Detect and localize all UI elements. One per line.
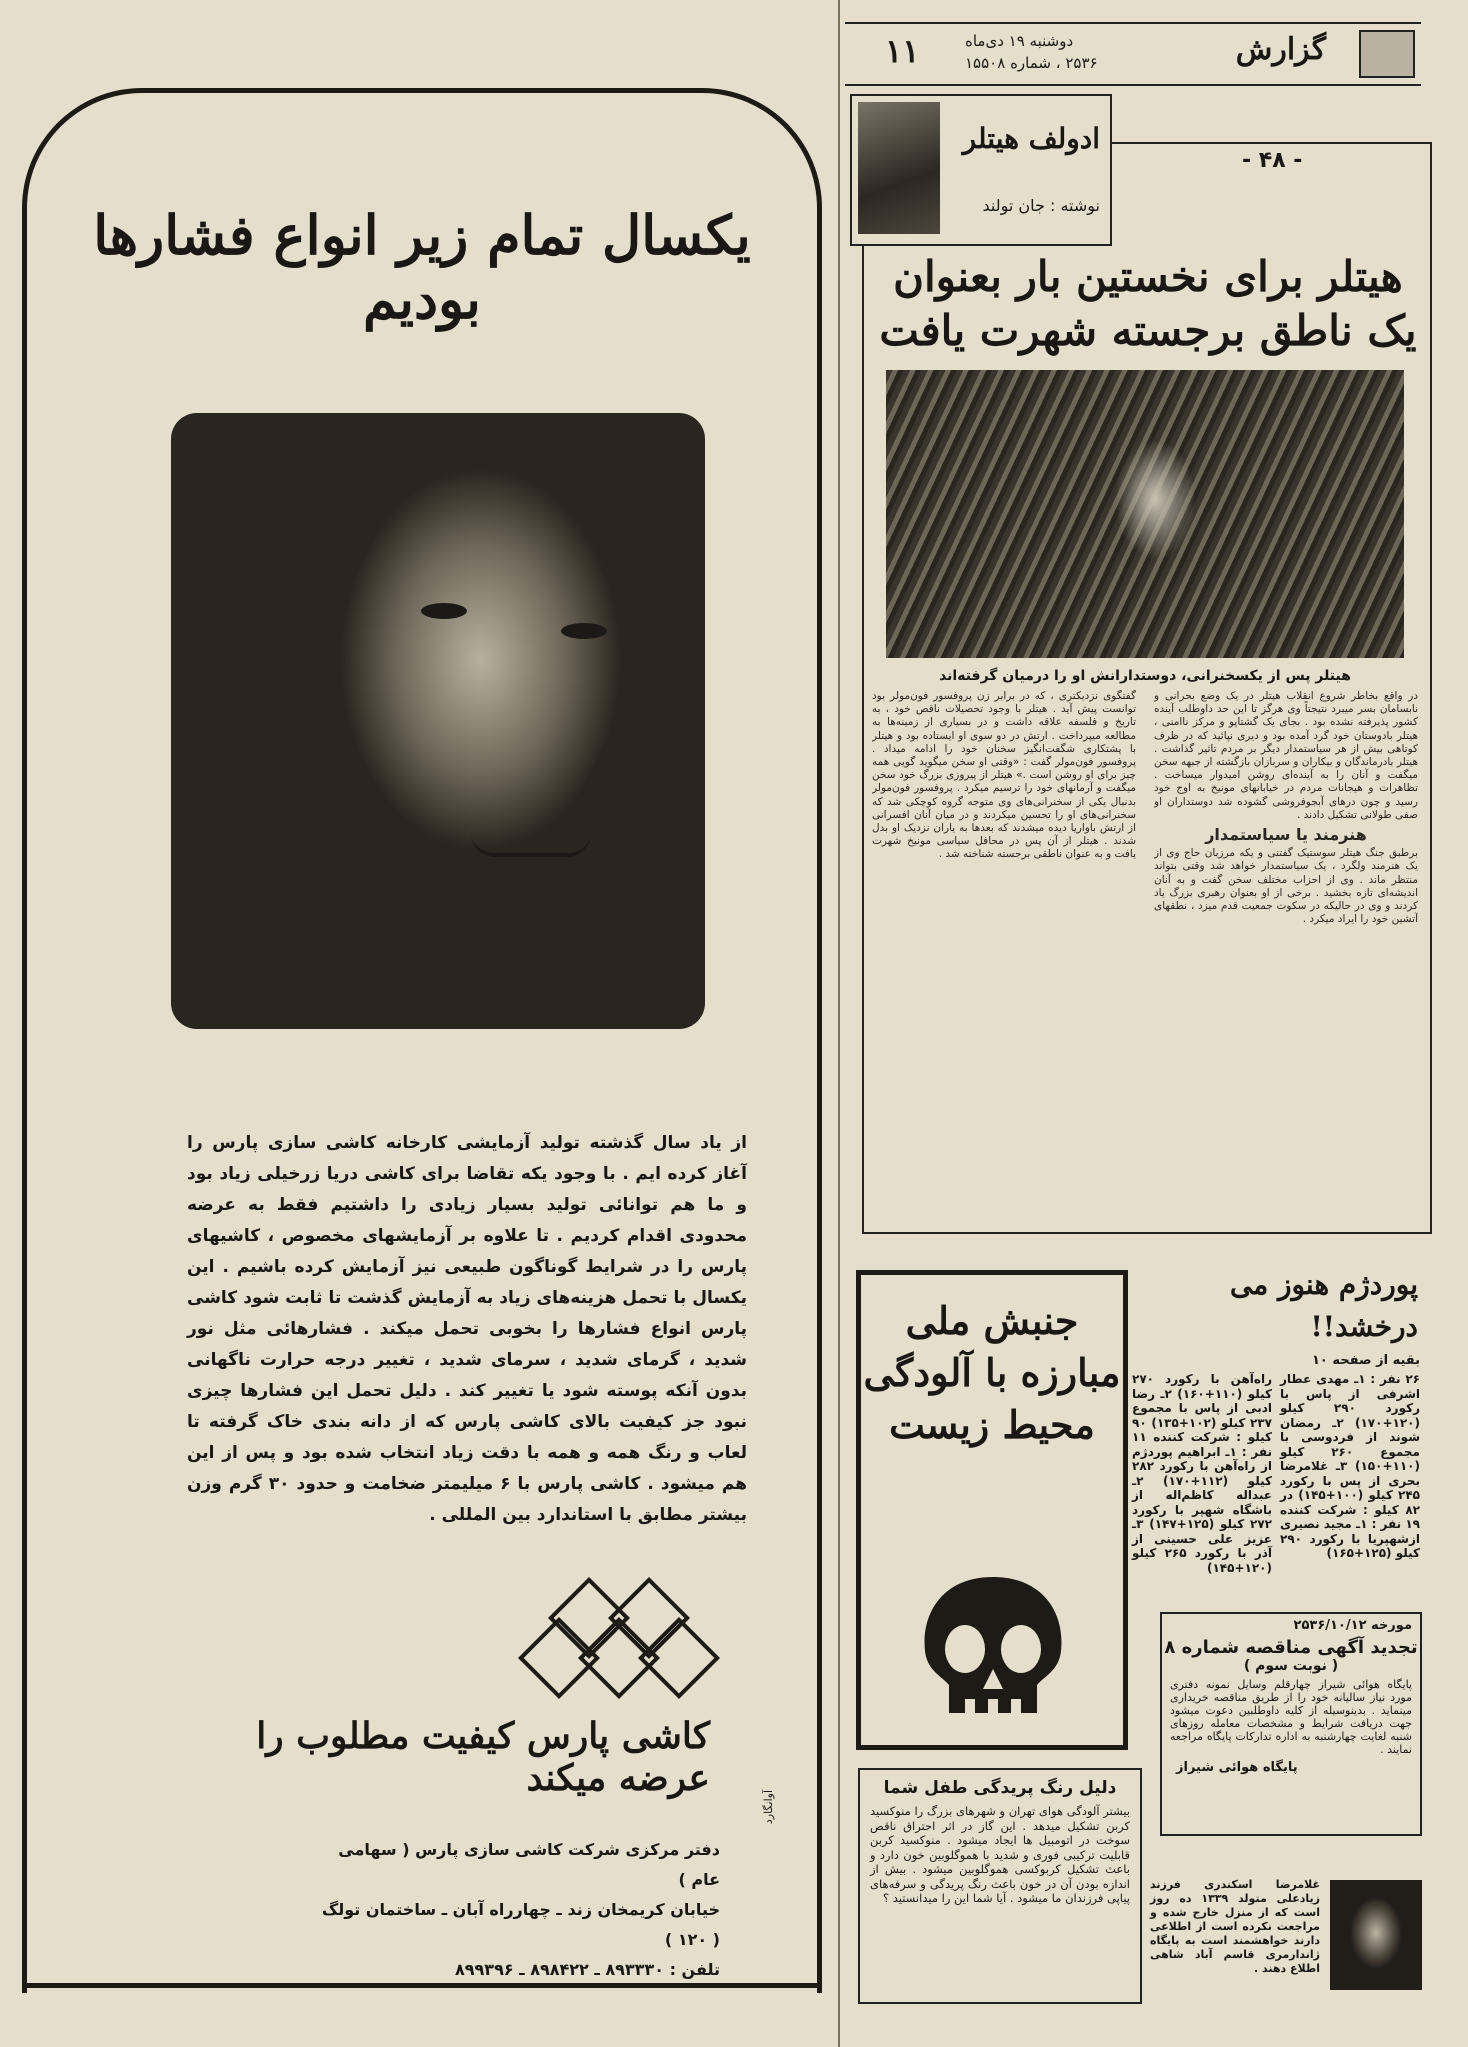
sports-column: راه‌آهن با رکورد ۲۷۰ کیلو (۱۱۰+۱۶۰) ۲ـ رضا ادبی از پاس با مجموع ۲۳۷ کیلو (۱۰۲+۱۳۵) ۹۰ کیلو : شرکت کننده ۱۱ نفر : ۱ـ ابراهیم پوردژم از راه‌آهن با رکورد ۲۸۲ کیلو (۱۱۲+۱۷۰) ۲ـ عبداله کاظم‌اله از باشگاه شهپر با رکورد ۲۷۲ کیلو (۱۲۵+۱۴۷) ۳ـ عزیز علی حسینی از آذر با رکورد ۲۶۵ کیلو (۱۲۰+۱۴۵) (1132, 1372, 1272, 1575)
pollution-campaign-box (856, 1270, 1128, 1750)
episode-number: - ۴۸ - (1242, 148, 1303, 173)
sports-column: ۲۶ نفر : ۱ـ مهدی عطار اشرفی از پاس با رکورد ۲۹۰ کیلو (۱۲۰+۱۷۰) ۲ـ رمضان شوند از فردوسی با مجموع ۲۶۰ کیلو (۱۱۰+۱۵۰) ۳ـ غلامرضا بحری از پس با رکورد ۲۴۵ کیلو (۱۰۰+۱۴۵) در ۸۲ کیلو : شرکت کننده ۱۹ نفر : ۱ـ مجید نصیری ازشهپریا با رکورد ۲۹۰ کیلو (۱۲۵+۱۶۵) (1280, 1372, 1420, 1560)
ad-phone-line: تلفن : ۸۹۳۳۳۰ ـ ۸۹۸۴۲۲ ـ ۸۹۹۳۹۶ (455, 1960, 720, 1979)
kashi-pars-advertisement (22, 88, 822, 1993)
ad-address (310, 1835, 720, 1985)
photo-caption: هیتلر پس از یکسخنرانی، دوستدارانش او را درمیان گرفته‌اند (939, 668, 1351, 684)
page-header (845, 22, 1421, 86)
eye-shape (421, 603, 467, 619)
author-portrait-image (858, 102, 940, 234)
sports-continued: بقیه از صفحه ۱۰ (1312, 1353, 1420, 1368)
ad-body-text: از یاد سال گذشته تولید آزمایشی کارخانه کاشی سازی پارس را آغاز کرده ایم . با وجود یکه تقاضا برای کاشی دریا زرخیلی زیاد بود و ما هم توانائی تولید بسیار زیادی را داشتیم فقط به عرضه محدودی اقدام کردیم . تا علاوه بر آزمایشهای مخصوص ، کاشیهای پارس را در شرایط گوناگون طبیعی نیز آزمایش کرده باشیم . این یکسال با تحمل هزینه‌های زیاد به آزمایش گذشت تا ثابت شود کاشی پارس انواع فشارها را بخوبی تحمل میکند . فشارهائی مثل نور شدید ، گرمای شدید ، سرمای شدید ، تغییر درجه حرارت ناگهانی بدون آنکه پوسته شود یا تغییر کند . دلیل تحمل این فشارها چیزی نبود جز کیفیت بالای کاشی پارس که از دانه بندی خاک گرفته تا لعاب و رنگ همه و همه با دقت زیاد انتخاب شده بود و پس از این هم میشود . کاشی پارس با ۶ میلیمتر ضخامت و حدود ۳۰ گرم وزن بیشتر مطابق با استاندارد بین المللی . (187, 1133, 747, 1525)
ad-address-line: خیابان کریمخان زند ـ چهارراه آبان ـ ساختمان تولگ ( ۱۲۰ ) (321, 1900, 720, 1949)
hitler-crowd-photo (886, 370, 1404, 658)
tender-title: تجدید آگهی مناقصه شماره ۸ (1164, 1637, 1418, 1658)
sports-headline: پوردژم هنوز می درخشد!! (1229, 1268, 1418, 1343)
sports-results (1132, 1353, 1420, 1575)
section-title: گزارش (1235, 32, 1326, 67)
eye-shape (561, 623, 607, 639)
article-text: گفتگوی نزدیکتری ، که در برابر زن پروفسور فون‌مولر بود توانست پیش آید . هیتلر با وجود تحصیلات ناقص خود ، به تاریخ و فلسفه علاقه داشت و در بسیاری از زمینه‌ها به مطالعه میپرداخت . ارتش در دو سوی او ایستاده بود و هیتلر با پشتکاری شگفت‌انگیز سخنان خود را ادامه میداد . پروفسور فون‌مولر گفت : «وقتی او سخن میگوید گویی همه چیز برای او روشن است .» هیتلر از پیروزی بزرگ خود سخن میگفت و آرمانهای خود را ترسیم میکرد . پروفسور فون‌مولر بدنبال یکی از سخنرانی‌های وی متوجه گروه کوچکی شد که سخنرانی‌های او را تحسین میکردند و در میان آنان افسرانی از ارتش باواریا دیده میشدند که بعدها به یاران نزدیک او بدل شدند . هیتلر از آن پس در محافل سیاسی مونیخ شهرت یافت و به عنوان ناطقی برجسته شناخته شد . (872, 690, 1136, 861)
newspaper-logo-icon (1359, 30, 1415, 78)
tender-body: پایگاه هوائی شیراز چهارقلم وسایل نمونه دفتری مورد نیاز سالیانه خود را از طریق مناقصه خریداری مینماید . بدینوسیله از کلیه داوطلبین دعوت میشود جهت دریافت شرایط و مشخصات معامله روزهای شنبه لغایت چهارشنبه به اداره تدارکات پایگاه مراجعه نمایند . (1170, 1678, 1412, 1756)
article-headline: هیتلر برای نخستین بار بعنوان یک ناطق برجسته شهرت یافت (879, 252, 1417, 355)
smog-notice-box (858, 1768, 1142, 2004)
tender-subtitle: ( نوبت سوم ) (1243, 1658, 1339, 1674)
serial-author: نوشته : جان تولند (982, 196, 1100, 215)
ad-portrait-photo (171, 413, 705, 1029)
missing-child-notice: غلامرضا اسکندری فرزند زیادعلی متولد ۱۳۳۹ ده روز است که از منزل خارج شده و مراجعت نکرده است از اطلاعی دارند خواهشمند است به پایگاه ژاندارمری قاسم آباد شاهی اطلاع دهند . (1150, 1878, 1320, 1975)
missing-child-photo (1330, 1880, 1422, 1990)
ad-address-line: دفتر مرکزی شرکت کاشی سازی پارس ( سهامی عام ) (338, 1840, 720, 1889)
issue-number: ۲۵۳۶ ، شماره ۱۵۵۰۸ (965, 54, 1098, 72)
tiles-logo-icon (510, 1605, 710, 1705)
article-column-left (872, 690, 1136, 1220)
serial-box (850, 94, 1112, 246)
article-text: در واقع بخاطر شروع انقلاب هیتلر در یک وضع بحرانی و نابسامان بسر میبرد نتیجتاً وی هرگز تا این حد داوطلب آینده کشور پذیرفته نشده بود . بجای یک گشتاپو و مرکز ناامنی ، هیتلر بادوستان خود گرد آمده بود و دیری نپائید که در ظرف کوتاهی بیش از هر سیاستمدار دیگر بر مردم تاثیر گذاشت . هیتلر بادرماندگان و بیکاران و سربازان بازگشته از جبهه سخن میگفت و آنان را به آینده‌ای روشن امیدوار میساخت . تظاهرات و هیجانات مردم در خیابانهای مونیخ به اوج خود رسید و چون درهای آبجوفروشی گشوده شد دوستداران او صفی طولانی تشکیل دادند . (1154, 690, 1418, 821)
skull-icon (913, 1573, 1073, 1723)
issue-date: دوشنبه ۱۹ دی‌ماه (965, 32, 1074, 50)
article-text: برطبق جنگ هیتلر سوستیک گفتنی و یکه مرزبان حاج وی از یک هنرمند ولگرد ، یک سیاستمدار خواهد شد وقتی بتواند منتظر ماند . وی از احزاب مختلف سخن گفت و به آنان اندیشه‌ای تازه بخشید . برخی از او بعنوان رهبری بزرگ یاد کردند و وی در حالیکه در سکوت جمعیت قدم میزد ، نطقهای آتشین خود را ایراد میکرد . (1154, 847, 1418, 926)
smog-body: بیشتر آلودگی هوای تهران و شهرهای بزرگ را منوکسید کربن تشکیل میدهد . این گاز در اثر احتراق ناقص سوخت در اتومبیل ها ایجاد میشود . منوکسید کربن قابلیت ترکیبی فوری و شدید با هموگلوبین خون دارد و باعث تشکیل کربوکسی هموگلوبین میشود . بیش از اندازه بودن آن در خون باعث رنگ پریدگی و سرفه‌های پیاپی فرزندان ما میشود . آیا شما این را میدانستید ؟ (870, 1804, 1130, 1905)
pollution-campaign-text: جنبش ملی مبارزه با آلودگی محیط زیست (863, 1298, 1121, 1447)
page-number: ۱۱ (885, 32, 920, 70)
ad-agency-credit: آوانگارد (762, 1790, 775, 1825)
serial-title: ادولف هیتلر (962, 122, 1100, 155)
tender-notice (1160, 1612, 1422, 1836)
tender-signature: پایگاه هوائی شیراز (1176, 1760, 1298, 1775)
article-column-right (1154, 690, 1418, 1220)
ad-title: یکسال تمام زیر انواع فشارها بودیم (93, 203, 751, 331)
smile-shape (471, 833, 591, 857)
tender-date: مورخه ۲۵۳۶/۱۰/۱۲ (1293, 1618, 1412, 1633)
ad-brand-slogan: کاشی پارس کیفیت مطلوب را عرضه میکند (256, 1715, 710, 1799)
article-subhead: هنرمند یا سیاستمدار (1205, 825, 1367, 845)
smog-title: دلیل رنگ پریدگی طفل شما (883, 1778, 1117, 1798)
column-divider (838, 0, 840, 2047)
article-body (872, 690, 1418, 1220)
